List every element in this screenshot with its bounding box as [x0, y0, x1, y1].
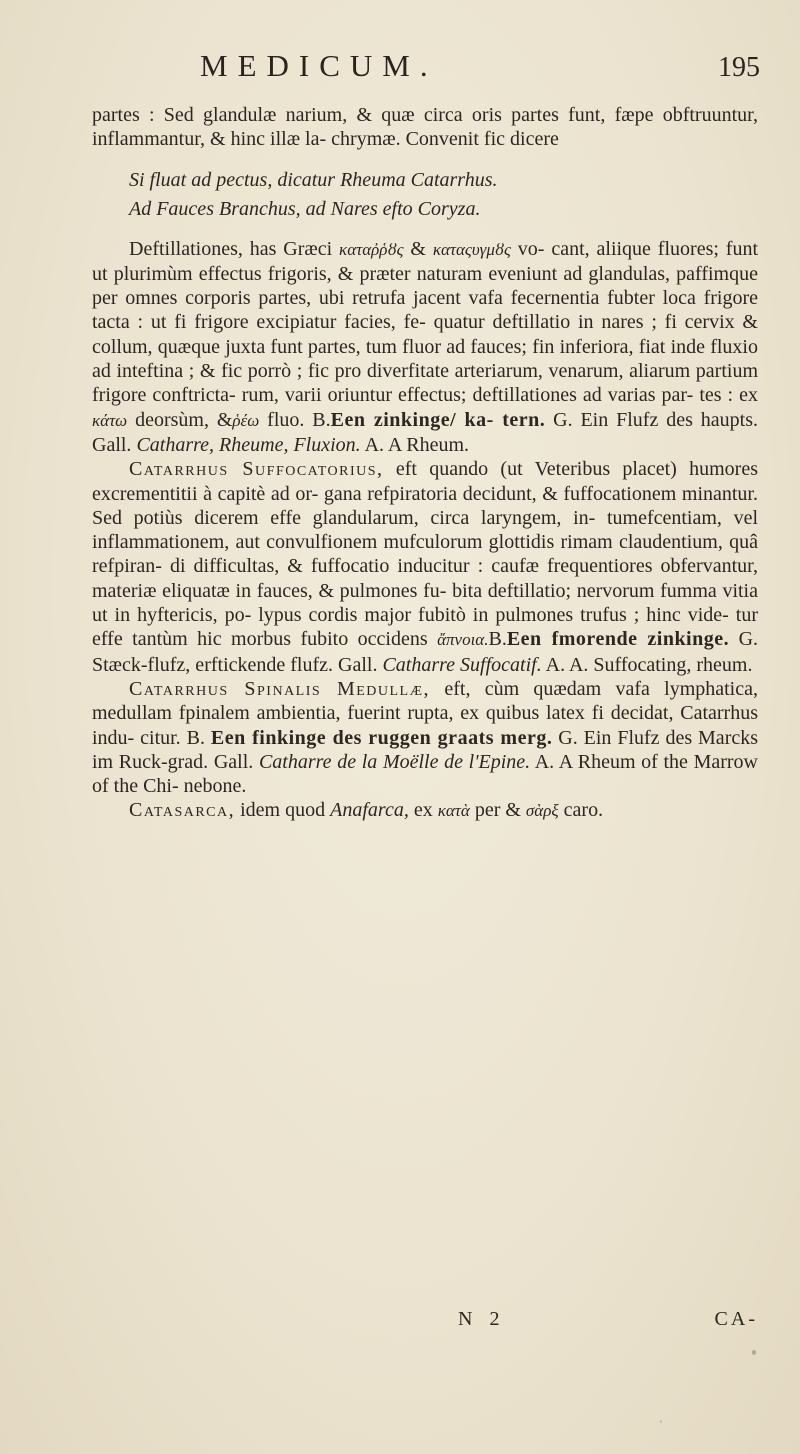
- entry-heading-spinalis: Catarrhus Spinalis Medullæ,: [129, 677, 431, 700]
- p5-text-c: per &: [474, 799, 521, 822]
- ink-speck: [752, 1350, 756, 1355]
- p2-text-c: vo- cant, aliique fluores; funt ut plurimùm effectus frigoris, & præter naturam eveniunt ad glandulas, paffimque per omnes corporis partes, ubi retrufa jacent vafa fecernentia fubter loca frigore tacta : ut fi frigore excipiatur facies, fe- quatur deftillatio in nares ; fi cervix & collum, quæque juxta funt partes, tum fluor ad fauces; fin inferiora, fiat inde fluxio ad inteftina ; & fic porrò ; fic pro diverfitate arteriarum, venarum, aliarum partium frigore conftricta- rum, varii oriuntur effectus; deftillationes ad varias par- tes : ex: [92, 237, 758, 407]
- verse-block: [92, 166, 758, 224]
- french-term-3: Catharre de la Moëlle de l'Epine.: [258, 750, 531, 773]
- p4-text-b: G. Ein Flufz des Marcks im Ruck-grad. Gall.: [92, 726, 759, 773]
- p3-text-c: G. Stæck-flufz, erftickende flufz. Gall.: [92, 628, 759, 676]
- running-head: MEDICUM.: [200, 48, 438, 83]
- greek-term-6: κατὰ: [437, 801, 470, 821]
- greek-term-2: καταςυγμȣς: [432, 239, 511, 259]
- p2-text-g: A. A Rheum.: [364, 433, 470, 456]
- p4-text-c: A. A Rheum of the Marrow of the Chi- nebone.: [92, 750, 758, 798]
- page-header: [200, 48, 760, 88]
- french-term-1: Catharre, Rheume, Fluxion.: [136, 433, 361, 456]
- paragraph-1-text: partes : Sed glandulæ narium, & quæ circa oris partes funt, fæpe obftruuntur, inflammantur, & hinc illæ la- chrymæ. Convenit fic dicere: [92, 104, 758, 151]
- french-term-2: Catharre Suffocatif.: [382, 653, 542, 676]
- p5-text-a: idem quod: [240, 799, 326, 822]
- p2-text-d: deorsùm, &: [135, 408, 233, 431]
- verse-line-2: Ad Fauces Branchus, ad Nares efto Coryza.: [129, 197, 481, 220]
- p2-text-f: G. Ein Flufz des haupts. Gall.: [92, 408, 758, 456]
- entry-heading-catasarca: Catasarca,: [129, 799, 236, 822]
- paragraph-deftillationes: [92, 237, 758, 458]
- p5-text-b: ex: [413, 799, 433, 822]
- latin-term-anafarca: Anafarca,: [330, 799, 409, 822]
- paragraph-catarrhus-suffocatorius: [92, 457, 758, 677]
- p3-text-d: A. A. Suffocating, rheum.: [545, 653, 753, 676]
- dutch-term-2: Een fmorende zinkinge.: [506, 628, 730, 651]
- page-body: [92, 103, 758, 824]
- greek-term-3: κάτω: [92, 410, 128, 430]
- paragraph-catarrhus-spinalis: [92, 677, 758, 798]
- p2-text-a: Deftillationes, has Græci: [129, 237, 333, 260]
- paragraph-catasarca: [92, 798, 758, 823]
- p3-text-b: B.: [488, 628, 507, 651]
- p4-text-a: eft, cùm quædam vafa lymphatica, medullam fpinalem ambientia, fuerint rupta, ex quibus latex fi decidat, Catarrhus indu- citur. B.: [92, 677, 758, 749]
- ink-speck: [660, 1420, 662, 1423]
- dutch-term-1: Een zinkinge/ ka- tern.: [330, 408, 546, 431]
- page-number: 195: [718, 52, 760, 83]
- verse-line-1: Si fluat ad pectus, dicatur Rheuma Catarrhus.: [129, 168, 498, 191]
- catchword: CA-: [714, 1308, 758, 1330]
- p2-text-e: fluo. B.: [267, 408, 331, 431]
- entry-heading-suffocatorius: Catarrhus Suffocatorius,: [129, 458, 384, 481]
- p5-text-d: caro.: [563, 799, 604, 822]
- greek-term-5: ἄπνοια.: [437, 630, 489, 650]
- greek-term-7: σὰρξ: [525, 801, 559, 821]
- signature-mark: N 2: [458, 1308, 506, 1330]
- p3-text-a: eft quando (ut Veteribus placet) humores excrementitii à capitè ad or- gana refpiratoria decidunt, & fuffocationem minantur. Sed potiùs dicerem effe glandularum, circa laryngem, in- tumefcentiam, vel inflammationem, aut convulfionem mufculorum glottidis rimam claudentium, quâ refpiran- di difficultas, & fuffocatio inducitur : caufæ frequentiores obfervantur, materiæ eliquatæ in fauces, & pulmones fu- bita deftillatio; nervorum fumma vitia ut in hyftericis, po- lypus cordis major fubitò in pulmones trufus ; hinc vide- tur effe tantùm hic morbus fubito occidens: [92, 458, 758, 651]
- page-footer: [92, 1308, 758, 1338]
- paragraph-1: [92, 103, 758, 152]
- p2-text-b: &: [410, 237, 426, 260]
- dutch-term-3: Een finkinge des ruggen graats merg.: [210, 726, 553, 749]
- greek-term-4: ῥέω: [232, 410, 260, 430]
- greek-term-1: καταῤῥȣς: [339, 239, 404, 259]
